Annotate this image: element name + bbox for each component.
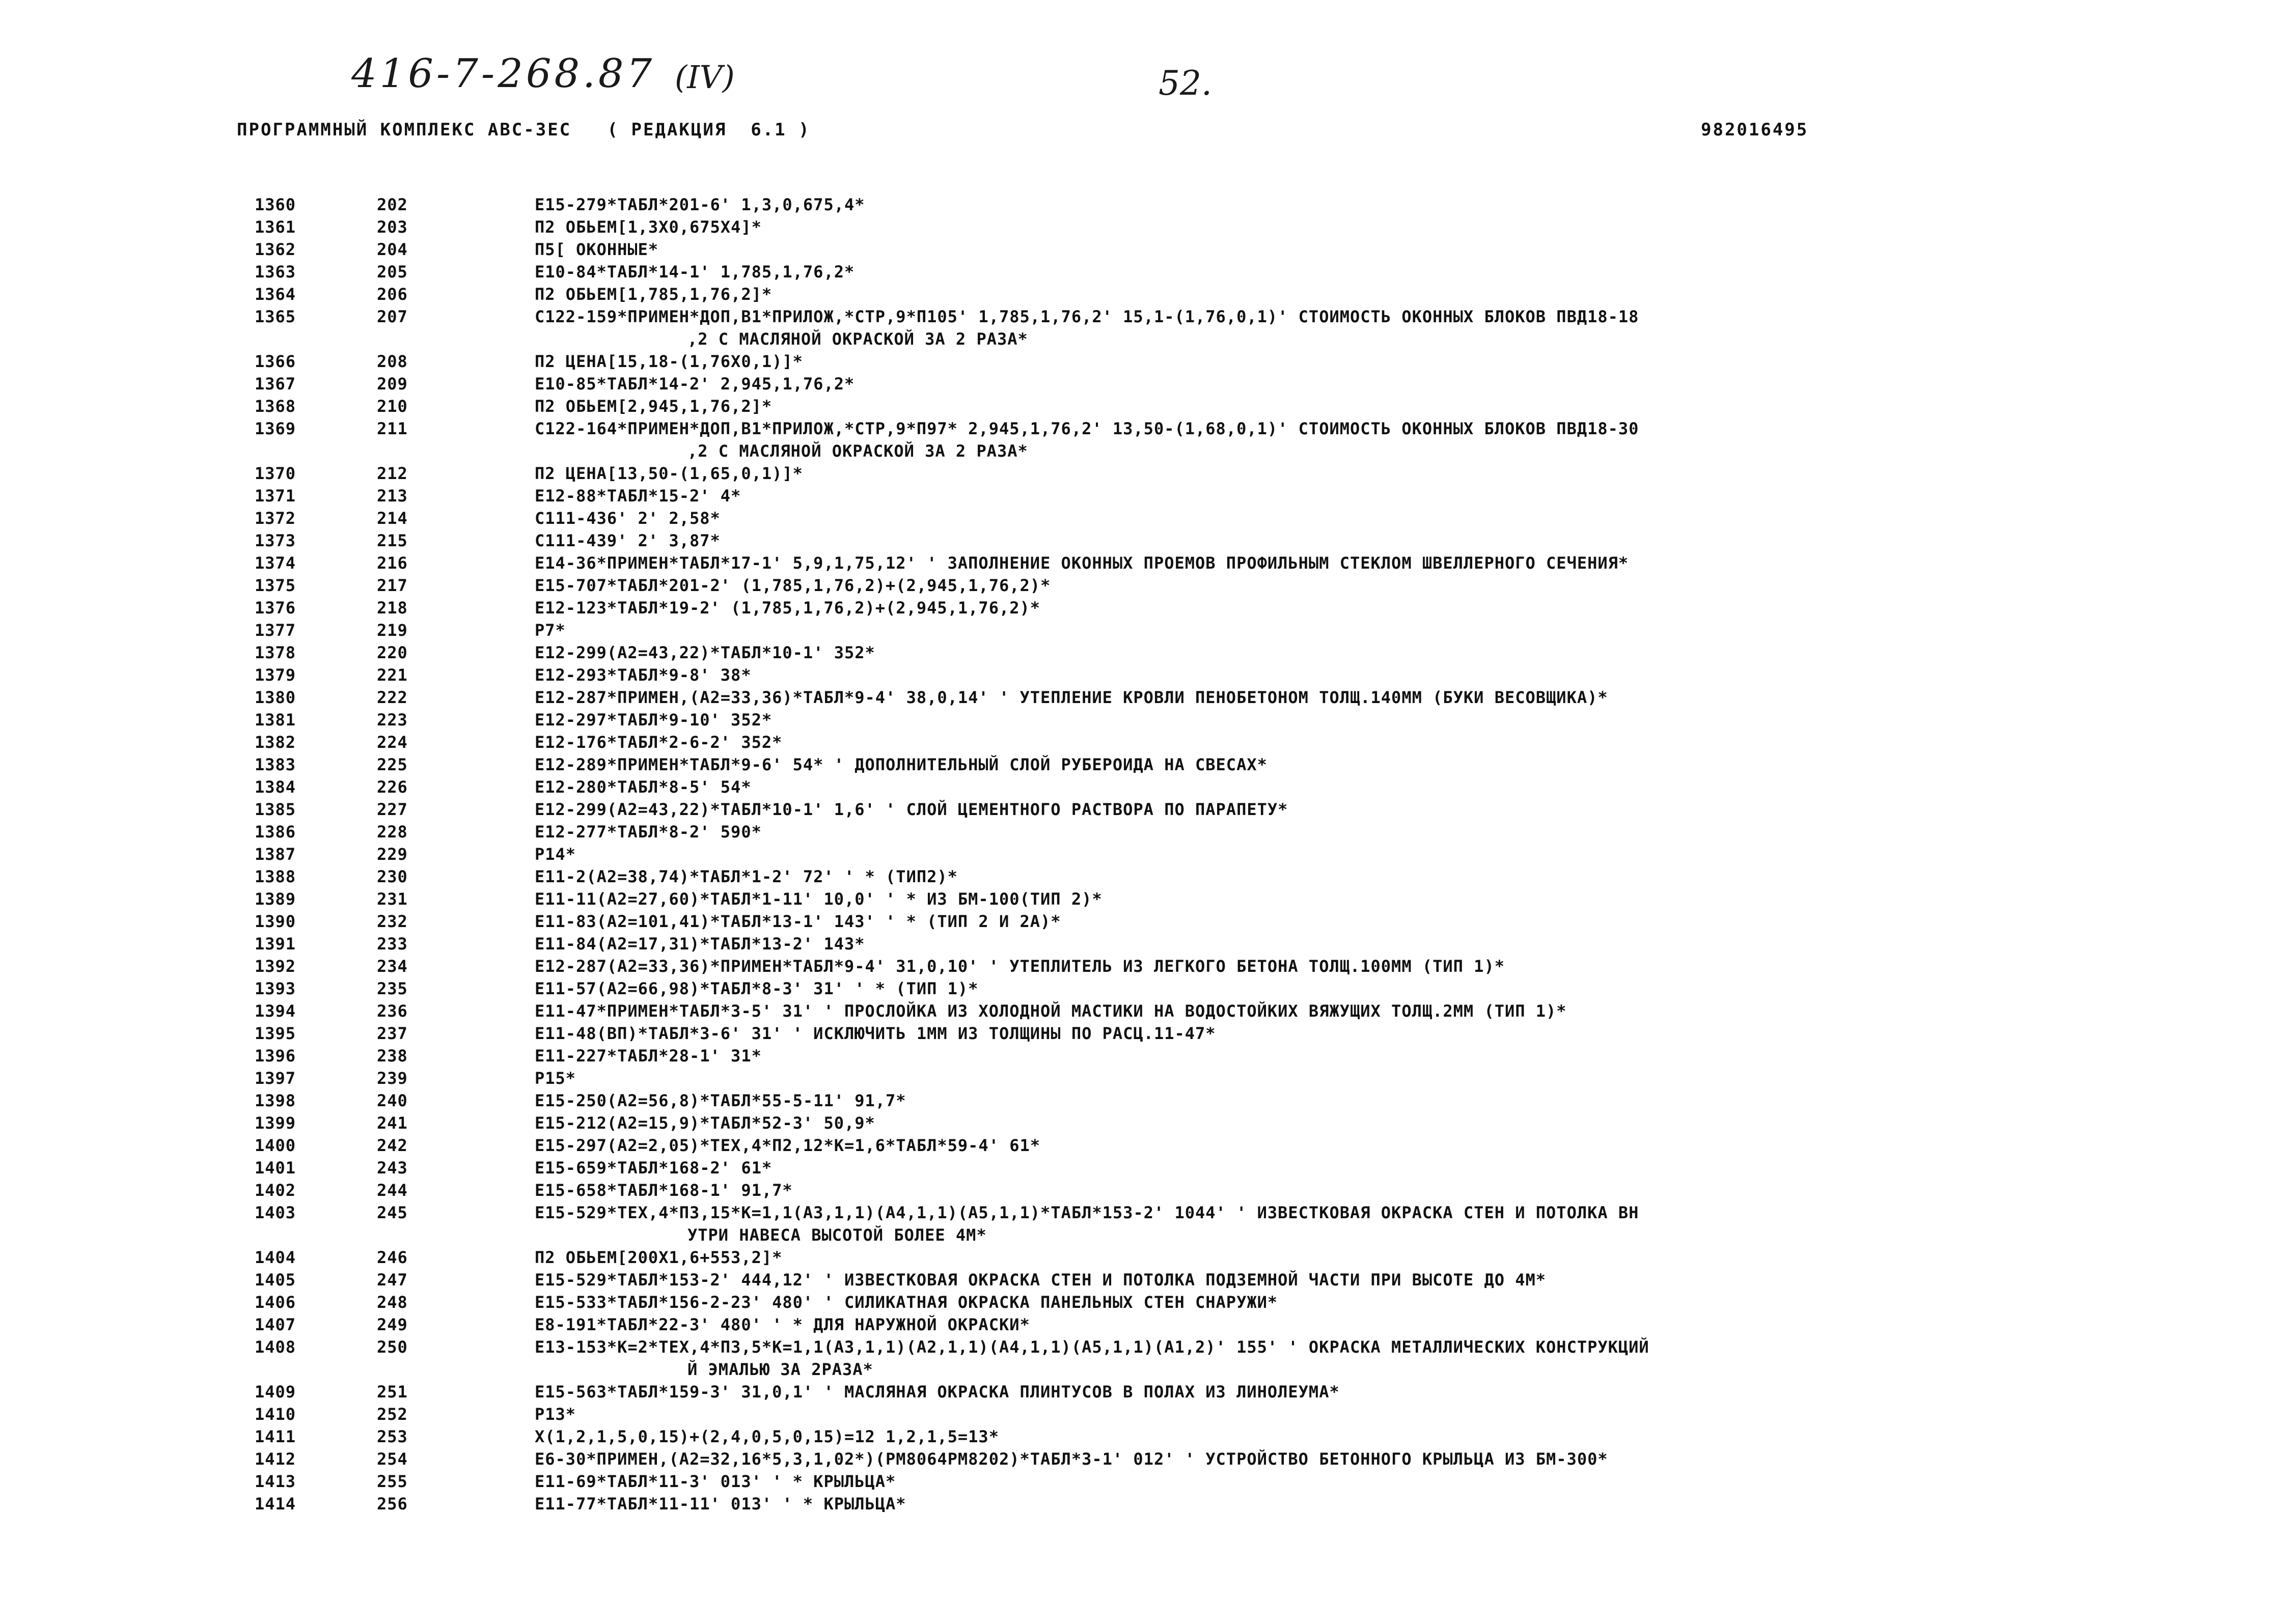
statement-line: Е15-563*ТАБЛ*159-3' 31,0,1' ' МАСЛЯНАЯ ОКРАСКА ПЛИНТУСОВ В ПОЛАХ ИЗ ЛИНОЛЕУМА* [535, 1382, 1340, 1402]
listing-row [0, 641, 2286, 664]
statement-line: Е11-11(А2=27,60)*ТАБЛ*1-11' 10,0' ' * ИЗ БМ-100(ТИП 2)* [535, 889, 1103, 909]
listing-row [0, 238, 2286, 261]
line-number: 1410 [255, 1405, 296, 1424]
statement-line: Е11-48(ВП)*ТАБЛ*3-6' 31' ' ИСКЛЮЧИТЬ 1ММ ИЗ ТОЛЩИНЫ ПО РАСЦ.11-47* [535, 1024, 1216, 1043]
statement-number: 256 [377, 1494, 408, 1514]
line-number: 1388 [255, 867, 296, 886]
statement-text [535, 709, 2062, 731]
statement-continuation: УТРИ НАВЕСА ВЫСОТОЙ БОЛЕЕ 4М* [687, 1225, 987, 1245]
statement-number: 252 [377, 1405, 408, 1424]
statement-number: 238 [377, 1046, 408, 1066]
line-number: 1394 [255, 1001, 296, 1021]
line-number: 1402 [255, 1181, 296, 1200]
line-number: 1377 [255, 621, 296, 640]
line-number: 1396 [255, 1046, 296, 1066]
line-number: 1385 [255, 800, 296, 819]
handwritten-document-code: 416-7-268.87 [351, 51, 655, 97]
statement-number: 225 [377, 755, 408, 774]
line-number: 1371 [255, 486, 296, 506]
listing-row [0, 776, 2286, 798]
statement-number: 237 [377, 1024, 408, 1043]
statement-line: Е12-123*ТАБЛ*19-2' (1,785,1,76,2)+(2,945,1,76,2)* [535, 598, 1041, 618]
listing-row [0, 529, 2286, 552]
listing-row [0, 283, 2286, 305]
listing-row [0, 1179, 2286, 1201]
statement-text [535, 1493, 2062, 1515]
statement-text [535, 1067, 2062, 1089]
listing-row [0, 193, 2286, 216]
statement-text [535, 865, 2062, 888]
statement-text [535, 283, 2062, 305]
statement-number: 207 [377, 307, 408, 326]
statement-text [535, 1291, 2062, 1313]
listing-row [0, 821, 2286, 843]
statement-line: П2 ОБЬЕМ[2,945,1,76,2]* [535, 397, 773, 416]
statement-text [535, 1425, 2062, 1448]
listing-row [0, 910, 2286, 933]
line-number: 1379 [255, 665, 296, 685]
listing-row [0, 664, 2286, 686]
line-number: 1361 [255, 217, 296, 237]
statement-number: 239 [377, 1069, 408, 1088]
statement-number: 254 [377, 1449, 408, 1469]
statement-number: 247 [377, 1270, 408, 1290]
listing-row [0, 1000, 2286, 1022]
statement-line: Р7* [535, 621, 566, 640]
statement-number: 224 [377, 733, 408, 752]
line-number: 1412 [255, 1449, 296, 1469]
listing-row [0, 865, 2286, 888]
statement-continuation: ,2 С МАСЛЯНОЙ ОКРАСКОЙ ЗА 2 РАЗА* [687, 441, 1028, 461]
line-number: 1413 [255, 1472, 296, 1491]
statement-number: 216 [377, 553, 408, 573]
statement-number: 236 [377, 1001, 408, 1021]
statement-line: Е11-47*ПРИМЕН*ТАБЛ*3-5' 31' ' ПРОСЛОЙКА ИЗ ХОЛОДНОЙ МАСТИКИ НА ВОДОСТОЙКИХ ВЯЖУЩИХ ТОЛЩ.2ММ (ТИП 1)* [535, 1001, 1567, 1021]
statement-text [535, 216, 2062, 238]
statement-number: 250 [377, 1337, 408, 1357]
statement-number: 204 [377, 240, 408, 259]
line-number: 1390 [255, 912, 296, 931]
line-number: 1366 [255, 352, 296, 371]
statement-line: Е12-299(А2=43,22)*ТАБЛ*10-1' 352* [535, 643, 875, 662]
statement-number: 202 [377, 195, 408, 214]
statement-number: 249 [377, 1315, 408, 1334]
listing-row [0, 462, 2286, 485]
line-number: 1389 [255, 889, 296, 909]
statement-text [535, 1201, 2062, 1246]
program-title: ПРОГРАММНЫЙ КОМПЛЕКС АВС-3ЕС ( РЕДАКЦИЯ 6.1 ) [237, 120, 811, 140]
statement-line: С122-159*ПРИМЕН*ДОП,В1*ПРИЛОЖ,*СТР,9*П105' 1,785,1,76,2' 15,1-(1,76,0,1)' СТОИМОСТЬ ОКОННЫХ БЛОКОВ ПВД18-18 [535, 307, 1639, 326]
statement-line: Е14-36*ПРИМЕН*ТАБЛ*17-1' 5,9,1,75,12' ' ЗАПОЛНЕНИЕ ОКОННЫХ ПРОЕМОВ ПРОФИЛЬНЫМ СТЕКЛОМ ШВЕЛЛЕРНОГО СЕЧЕНИЯ* [535, 553, 1629, 573]
statement-number: 227 [377, 800, 408, 819]
statement-text [535, 350, 2062, 373]
statement-line: Е15-297(А2=2,05)*ТЕХ,4*П2,12*К=1,6*ТАБЛ*59-4' 61* [535, 1136, 1041, 1155]
statement-line: Е12-287*ПРИМЕН,(А2=33,36)*ТАБЛ*9-4' 38,0,14' ' УТЕПЛЕНИЕ КРОВЛИ ПЕНОБЕТОНОМ ТОЛЩ.140ММ (БУКИ ВЕСОВЩИКА)* [535, 688, 1608, 707]
statement-continuation: ,2 С МАСЛЯНОЙ ОКРАСКОЙ ЗА 2 РАЗА* [687, 329, 1028, 349]
line-number: 1401 [255, 1158, 296, 1178]
statement-line: Х(1,2,1,5,0,15)+(2,4,0,5,0,15)=12 1,2,1,5=13* [535, 1427, 999, 1446]
listing-row [0, 507, 2286, 529]
statement-line: Е15-529*ТАБЛ*153-2' 444,12' ' ИЗВЕСТКОВАЯ ОКРАСКА СТЕН И ПОТОЛКА ПОДЗЕМНОЙ ЧАСТИ ПРИ ВЫСОТЕ ДО 4М* [535, 1270, 1547, 1290]
line-number: 1386 [255, 822, 296, 842]
statement-number: 235 [377, 979, 408, 998]
listing-row [0, 597, 2286, 619]
statement-text [535, 1381, 2062, 1403]
statement-text [535, 574, 2062, 597]
statement-line: П2 ЦЕНА[15,18-(1,76Х0,1)]* [535, 352, 803, 371]
listing-row [0, 1022, 2286, 1045]
statement-line: Е12-88*ТАБЛ*15-2' 4* [535, 486, 741, 506]
statement-text [535, 910, 2062, 933]
listing-row [0, 1089, 2286, 1112]
listing-row [0, 1448, 2286, 1470]
statement-line: Е15-279*ТАБЛ*201-6' 1,3,0,675,4* [535, 195, 865, 214]
line-number: 1404 [255, 1248, 296, 1267]
statement-line: Е12-299(А2=43,22)*ТАБЛ*10-1' 1,6' ' СЛОЙ ЦЕМЕНТНОГО РАСТВОРА ПО ПАРАПЕТУ* [535, 800, 1288, 819]
line-number: 1368 [255, 397, 296, 416]
line-number: 1360 [255, 195, 296, 214]
statement-line: Е11-69*ТАБЛ*11-3' 013' ' * КРЫЛЬЦА* [535, 1472, 896, 1491]
statement-text [535, 305, 2062, 350]
listing-row [0, 1269, 2286, 1291]
statement-continuation: Й ЭМАЛЬЮ ЗА 2РАЗА* [687, 1360, 873, 1379]
line-number: 1408 [255, 1337, 296, 1357]
listing-row [0, 574, 2286, 597]
statement-line: Р15* [535, 1069, 576, 1088]
line-number: 1405 [255, 1270, 296, 1290]
statement-line: П5[ ОКОННЫЕ* [535, 240, 659, 259]
line-number: 1367 [255, 374, 296, 394]
listing-row [0, 1134, 2286, 1157]
listing-row [0, 1067, 2286, 1089]
listing-row [0, 1313, 2286, 1336]
listing-row [0, 1470, 2286, 1493]
statement-number: 255 [377, 1472, 408, 1491]
handwritten-part-mark: (IV) [675, 59, 735, 96]
listing-row [0, 709, 2286, 731]
listing-row [0, 1425, 2286, 1448]
statement-line: Е13-153*К=2*ТЕХ,4*П3,5*К=1,1(А3,1,1)(А2,1,1)(А4,1,1)(А5,1,1)(А1,2)' 155' ' ОКРАСКА МЕТАЛЛИЧЕСКИХ КОНСТРУКЦИЙ [535, 1337, 1649, 1357]
statement-line: Е11-57(А2=66,98)*ТАБЛ*8-3' 31' ' * (ТИП 1)* [535, 979, 979, 998]
line-number: 1392 [255, 957, 296, 976]
statement-line: Е12-289*ПРИМЕН*ТАБЛ*9-6' 54* ' ДОПОЛНИТЕЛЬНЫЙ СЛОЙ РУБЕРОИДА НА СВЕСАХ* [535, 755, 1268, 774]
statement-line: Е15-659*ТАБЛ*168-2' 61* [535, 1158, 773, 1178]
statement-text [535, 552, 2062, 574]
statement-line: Е12-293*ТАБЛ*9-8' 38* [535, 665, 752, 685]
statement-line: Е12-287(А2=33,36)*ПРИМЕН*ТАБЛ*9-4' 31,0,10' ' УТЕПЛИТЕЛЬ ИЗ ЛЕГКОГО БЕТОНА ТОЛЩ.100ММ (ТИП 1)* [535, 957, 1505, 976]
statement-line: Е12-277*ТАБЛ*8-2' 590* [535, 822, 762, 842]
statement-number: 218 [377, 598, 408, 618]
line-number: 1387 [255, 845, 296, 864]
statement-text [535, 955, 2062, 977]
statement-number: 251 [377, 1382, 408, 1402]
statement-number: 243 [377, 1158, 408, 1178]
statement-number: 206 [377, 285, 408, 304]
line-number: 1400 [255, 1136, 296, 1155]
document-id: 982016495 [1701, 120, 1809, 140]
line-number: 1374 [255, 553, 296, 573]
listing-row [0, 888, 2286, 910]
statement-line: С122-164*ПРИМЕН*ДОП,В1*ПРИЛОЖ,*СТР,9*П97* 2,945,1,76,2' 13,50-(1,68,0,1)' СТОИМОСТЬ ОКОННЫХ БЛОКОВ ПВД18-30 [535, 419, 1639, 438]
line-number: 1363 [255, 262, 296, 282]
statement-number: 232 [377, 912, 408, 931]
line-number: 1362 [255, 240, 296, 259]
statement-text [535, 753, 2062, 776]
statement-number: 223 [377, 710, 408, 730]
statement-number: 212 [377, 464, 408, 483]
listing-row [0, 1493, 2286, 1515]
line-number: 1364 [255, 285, 296, 304]
statement-line: Е11-83(А2=101,41)*ТАБЛ*13-1' 143' ' * (ТИП 2 И 2А)* [535, 912, 1061, 931]
statement-number: 228 [377, 822, 408, 842]
statement-text [535, 1246, 2062, 1269]
line-number: 1395 [255, 1024, 296, 1043]
listing-row [0, 933, 2286, 955]
line-number: 1370 [255, 464, 296, 483]
statement-line: Е8-191*ТАБЛ*22-3' 480' ' * ДЛЯ НАРУЖНОЙ ОКРАСКИ* [535, 1315, 1030, 1334]
statement-line: Е11-2(А2=38,74)*ТАБЛ*1-2' 72' ' * (ТИП2)* [535, 867, 958, 886]
statement-line: Е15-529*ТЕХ,4*П3,15*К=1,1(А3,1,1)(А4,1,1)(А5,1,1)*ТАБЛ*153-2' 1044' ' ИЗВЕСТКОВАЯ ОКРАСКА СТЕН И ПОТОЛКА ВН [535, 1203, 1639, 1222]
statement-number: 229 [377, 845, 408, 864]
statement-text [535, 373, 2062, 395]
listing-row [0, 1201, 2286, 1246]
statement-text [535, 1269, 2062, 1291]
statement-text [535, 238, 2062, 261]
line-number: 1381 [255, 710, 296, 730]
statement-text [535, 664, 2062, 686]
statement-text [535, 1045, 2062, 1067]
listing-row [0, 955, 2286, 977]
listing-row [0, 619, 2286, 641]
line-number: 1380 [255, 688, 296, 707]
listing-row [0, 977, 2286, 1000]
statement-line: Е10-84*ТАБЛ*14-1' 1,785,1,76,2* [535, 262, 855, 282]
statement-text [535, 798, 2062, 821]
line-number: 1382 [255, 733, 296, 752]
statement-text [535, 977, 2062, 1000]
statement-text [535, 1157, 2062, 1179]
listing-row [0, 753, 2286, 776]
statement-text [535, 507, 2062, 529]
statement-number: 203 [377, 217, 408, 237]
listing-row [0, 350, 2286, 373]
statement-text [535, 1313, 2062, 1336]
listing-row [0, 305, 2286, 350]
statement-text [535, 843, 2062, 865]
statement-line: Е15-658*ТАБЛ*168-1' 91,7* [535, 1181, 793, 1200]
statement-number: 210 [377, 397, 408, 416]
statement-text [535, 193, 2062, 216]
statement-text [535, 1134, 2062, 1157]
statement-line: С111-436' 2' 2,58* [535, 509, 721, 528]
statement-number: 208 [377, 352, 408, 371]
statement-text [535, 1000, 2062, 1022]
listing-row [0, 1157, 2286, 1179]
statement-number: 241 [377, 1113, 408, 1133]
statement-line: Е11-84(А2=17,31)*ТАБЛ*13-2' 143* [535, 934, 865, 954]
line-number: 1369 [255, 419, 296, 438]
line-number: 1403 [255, 1203, 296, 1222]
line-number: 1376 [255, 598, 296, 618]
statement-number: 222 [377, 688, 408, 707]
statement-number: 221 [377, 665, 408, 685]
statement-line: П2 ОБЬЕМ[200Х1,6+553,2]* [535, 1248, 783, 1267]
statement-text [535, 597, 2062, 619]
statement-number: 211 [377, 419, 408, 438]
statement-line: Е11-227*ТАБЛ*28-1' 31* [535, 1046, 762, 1066]
statement-line: Е6-30*ПРИМЕН,(А2=32,16*5,3,1,02*)(РМ8064РМ8202)*ТАБЛ*3-1' 012' ' УСТРОЙСТВО БЕТОННОГО КРЫЛЬЦА ИЗ БМ-300* [535, 1449, 1608, 1469]
statement-text [535, 1179, 2062, 1201]
line-number: 1398 [255, 1091, 296, 1110]
statement-line: Е15-250(А2=56,8)*ТАБЛ*55-5-11' 91,7* [535, 1091, 906, 1110]
line-number: 1373 [255, 531, 296, 550]
listing-row [0, 1403, 2286, 1425]
line-number: 1393 [255, 979, 296, 998]
statement-number: 205 [377, 262, 408, 282]
statement-line: Р13* [535, 1405, 576, 1424]
statement-line: П2 ЦЕНА[13,50-(1,65,0,1)]* [535, 464, 803, 483]
handwritten-page-number: 52. [1159, 64, 1212, 103]
listing-row [0, 485, 2286, 507]
statement-number: 214 [377, 509, 408, 528]
statement-text [535, 641, 2062, 664]
statement-number: 209 [377, 374, 408, 394]
statement-text [535, 731, 2062, 753]
listing [0, 193, 2286, 1515]
statement-number: 213 [377, 486, 408, 506]
listing-row [0, 731, 2286, 753]
statement-text [535, 888, 2062, 910]
statement-number: 215 [377, 531, 408, 550]
statement-number: 234 [377, 957, 408, 976]
line-number: 1378 [255, 643, 296, 662]
statement-number: 246 [377, 1248, 408, 1267]
line-number: 1384 [255, 777, 296, 797]
listing-row [0, 373, 2286, 395]
line-number: 1383 [255, 755, 296, 774]
statement-number: 231 [377, 889, 408, 909]
listing-row [0, 1381, 2286, 1403]
statement-number: 219 [377, 621, 408, 640]
statement-number: 226 [377, 777, 408, 797]
statement-text [535, 1089, 2062, 1112]
statement-text [535, 395, 2062, 417]
statement-line: С111-439' 2' 3,87* [535, 531, 721, 550]
statement-line: Е12-280*ТАБЛ*8-5' 54* [535, 777, 752, 797]
statement-text [535, 1336, 2062, 1381]
statement-text [535, 686, 2062, 709]
line-number: 1372 [255, 509, 296, 528]
statement-line: Е15-533*ТАБЛ*156-2-23' 480' ' СИЛИКАТНАЯ ОКРАСКА ПАНЕЛЬНЫХ СТЕН СНАРУЖИ* [535, 1293, 1278, 1312]
statement-text [535, 821, 2062, 843]
statement-number: 220 [377, 643, 408, 662]
statement-number: 240 [377, 1091, 408, 1110]
statement-text [535, 485, 2062, 507]
statement-text [535, 933, 2062, 955]
statement-text [535, 619, 2062, 641]
statement-text [535, 261, 2062, 283]
statement-number: 248 [377, 1293, 408, 1312]
line-number: 1391 [255, 934, 296, 954]
listing-row [0, 798, 2286, 821]
listing-row [0, 395, 2286, 417]
statement-text [535, 529, 2062, 552]
listing-row [0, 686, 2286, 709]
statement-number: 242 [377, 1136, 408, 1155]
statement-number: 230 [377, 867, 408, 886]
statement-number: 233 [377, 934, 408, 954]
statement-line: Е12-297*ТАБЛ*9-10' 352* [535, 710, 773, 730]
line-number: 1365 [255, 307, 296, 326]
line-number: 1407 [255, 1315, 296, 1334]
listing-row [0, 1112, 2286, 1134]
statement-number: 217 [377, 576, 408, 595]
listing-row [0, 843, 2286, 865]
statement-text [535, 1022, 2062, 1045]
statement-line: Е11-77*ТАБЛ*11-11' 013' ' * КРЫЛЬЦА* [535, 1494, 906, 1514]
statement-line: Е10-85*ТАБЛ*14-2' 2,945,1,76,2* [535, 374, 855, 394]
line-number: 1409 [255, 1382, 296, 1402]
statement-number: 253 [377, 1427, 408, 1446]
statement-number: 245 [377, 1203, 408, 1222]
statement-text [535, 417, 2062, 462]
line-number: 1411 [255, 1427, 296, 1446]
listing-row [0, 216, 2286, 238]
line-number: 1414 [255, 1494, 296, 1514]
statement-text [535, 1448, 2062, 1470]
statement-text [535, 1470, 2062, 1493]
line-number: 1406 [255, 1293, 296, 1312]
statement-line: П2 ОБЬЕМ[1,3Х0,675Х4]* [535, 217, 762, 237]
statement-line: Е15-707*ТАБЛ*201-2' (1,785,1,76,2)+(2,945,1,76,2)* [535, 576, 1051, 595]
line-number: 1399 [255, 1113, 296, 1133]
statement-number: 244 [377, 1181, 408, 1200]
statement-text [535, 776, 2062, 798]
listing-row [0, 552, 2286, 574]
listing-row [0, 1336, 2286, 1381]
statement-line: Р14* [535, 845, 576, 864]
listing-row [0, 417, 2286, 462]
listing-row [0, 1045, 2286, 1067]
listing-row [0, 1246, 2286, 1269]
statement-line: Е12-176*ТАБЛ*2-6-2' 352* [535, 733, 783, 752]
line-number: 1375 [255, 576, 296, 595]
listing-row [0, 1291, 2286, 1313]
statement-text [535, 1112, 2062, 1134]
statement-text [535, 462, 2062, 485]
statement-line: Е15-212(А2=15,9)*ТАБЛ*52-3' 50,9* [535, 1113, 875, 1133]
statement-line: П2 ОБЬЕМ[1,785,1,76,2]* [535, 285, 773, 304]
line-number: 1397 [255, 1069, 296, 1088]
statement-text [535, 1403, 2062, 1425]
listing-row [0, 261, 2286, 283]
